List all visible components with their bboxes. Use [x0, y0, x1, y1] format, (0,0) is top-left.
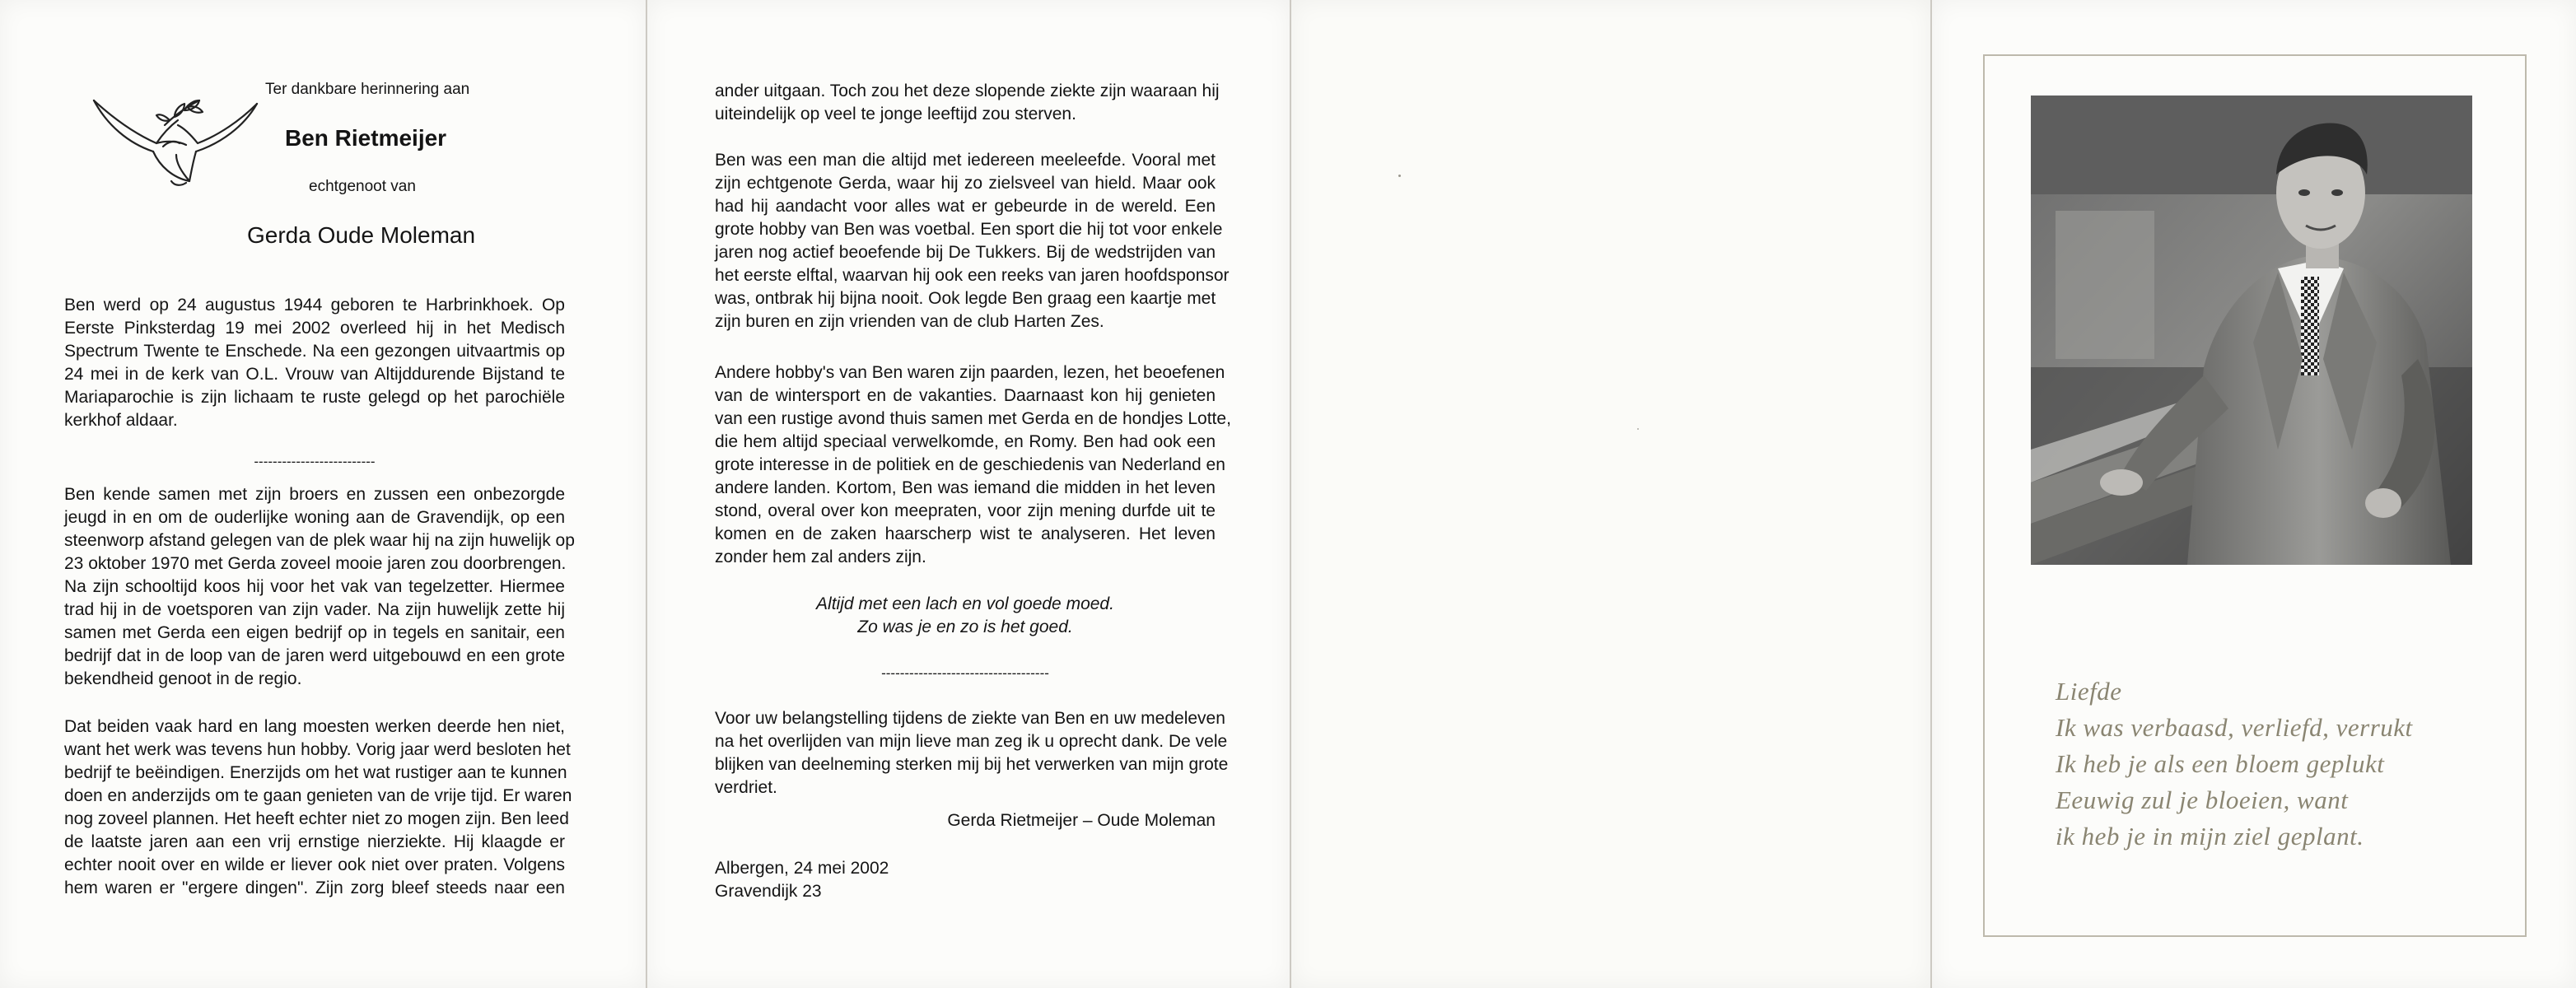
text-line: Ben werd op 24 augustus 1944 geboren te Harbrinkhoek. Op — [64, 296, 565, 315]
text-line: Ben kende samen met zijn broers en zussen een onbezorgde — [64, 485, 565, 504]
place-date: Albergen, 24 mei 2002 — [715, 859, 889, 878]
text-line: steenworp afstand gelegen van de plek waar hij na zijn huwelijk op — [64, 531, 575, 550]
text-line: van de wintersport en de vakanties. Daarnaast kon hij genieten — [715, 386, 1216, 405]
text-line: had hij aandacht voor alles wat er gebeurde in de wereld. Een — [715, 197, 1216, 216]
text-line: verdriet. — [715, 778, 777, 797]
text-line: Na zijn schooltijd koos hij voor het vak van tegelzetter. Hiermee — [64, 577, 565, 596]
poem-line: ik heb je in mijn ziel geplant. — [2056, 822, 2364, 851]
signature: Gerda Rietmeijer – Oude Moleman — [947, 811, 1216, 830]
quote-line: Altijd met een lach en vol goede moed. — [816, 594, 1114, 613]
text-line: bedrijf te beëindigen. Enerzijds om het wat rustiger aan te kunnen — [64, 763, 567, 782]
text-line: Spectrum Twente te Enschede. Na een gezongen uitvaartmis op — [64, 342, 565, 361]
card-panel-left — [0, 0, 646, 988]
text-line: het eerste elftal, waarvan hij ook een reeks van jaren hoofdsponsor — [715, 266, 1230, 285]
deceased-name: Ben Rietmeijer — [285, 125, 447, 151]
portrait-photo — [2031, 96, 2472, 565]
text-line: bekendheid genoot in de regio. — [64, 669, 302, 688]
text-line: hem waren er "ergere dingen". Zijn zorg bleef steeds naar een — [64, 878, 565, 897]
text-line: zijn echtgenote Gerda, waar hij zo zielsveel van hield. Maar ook — [715, 174, 1216, 193]
text-line: want het werk was tevens hun hobby. Vorig jaar werd besloten het — [64, 740, 571, 759]
text-line: was, ontbrak hij bijna nooit. Ook legde Ben graag een kaartje met — [715, 289, 1216, 308]
text-line: andere landen. Kortom, Ben was iemand die midden in het leven — [715, 478, 1216, 497]
text-line: van een rustige avond thuis samen met Gerda en de hondjes Lotte, — [715, 409, 1231, 428]
text-line: die hem altijd speciaal verwelkomde, en Romy. Ben had ook een — [715, 432, 1216, 451]
text-line: jaren nog actief beoefende bij De Tukkers. Bij de wedstrijden van — [715, 243, 1216, 262]
text-line: echter nooit over en wilde er liever ook niet over praten. Volgens — [64, 855, 565, 874]
poem-line: Ik was verbaasd, verliefd, verrukt — [2056, 713, 2413, 742]
speck — [1398, 175, 1401, 177]
spouse-of-text: echtgenoot van — [309, 178, 416, 195]
text-line: na het overlijden van mijn lieve man zeg ik u oprecht dank. De vele — [715, 732, 1228, 751]
text-line: Dat beiden vaak hard en lang moesten werken deerde hen niet, — [64, 717, 565, 736]
divider: -------------------------- — [254, 454, 376, 469]
text-line: zonder hem zal anders zijn. — [715, 548, 926, 566]
text-line: bedrijf dat in de loop van de jaren werd uitgebouwd en een grote — [64, 646, 565, 665]
text-line: Andere hobby's van Ben waren zijn paarden, lezen, het beoefenen — [715, 363, 1225, 382]
text-line: samen met Gerda een eigen bedrijf op in tegels en sanitair, een — [64, 623, 565, 642]
card-panel-middle — [647, 0, 1290, 988]
text-line: 24 mei in de kerk van O.L. Vrouw van Altijddurende Bijstand te — [64, 365, 565, 384]
text-line: blijken van deelneming sterken mij bij het verwerken van mijn grote — [715, 755, 1229, 774]
card-panel-blank — [1291, 0, 1930, 988]
intro-text: Ter dankbare herinnering aan — [265, 81, 470, 98]
spouse-name: Gerda Oude Moleman — [247, 222, 476, 248]
text-line: komen en de zaken haarscherp wist te analyseren. Het leven — [715, 524, 1216, 543]
text-line: nog zoveel plannen. Het heeft echter niet zo mogen zijn. Ben leed — [64, 809, 569, 828]
text-line: Voor uw belangstelling tijdens de ziekte van Ben en uw medeleven — [715, 709, 1225, 728]
text-line: zijn buren en zijn vrienden van de club Harten Zes. — [715, 312, 1104, 331]
dove-icon — [89, 92, 262, 189]
address: Gravendijk 23 — [715, 882, 822, 901]
text-line: doen en anderzijds om te gaan genieten van de vrije tijd. Er waren — [64, 786, 572, 805]
text-line: 23 oktober 1970 met Gerda zoveel mooie jaren zou doorbrengen. — [64, 554, 567, 573]
card-panel-front — [1932, 0, 2576, 988]
text-line: Mariaparochie is zijn lichaam te ruste gelegd op het parochiële — [64, 388, 565, 407]
text-line: de laatste jaren aan een vrij ernstige nierziekte. Hij klaagde er — [64, 832, 565, 851]
text-line: Ben was een man die altijd met iedereen meeleefde. Vooral met — [715, 151, 1216, 170]
divider: ------------------------------------ — [881, 665, 1049, 681]
text-line: jeugd in en om de ouderlijke woning aan de Gravendijk, op een — [64, 508, 565, 527]
speck — [1637, 428, 1639, 430]
text-line: Eerste Pinksterdag 19 mei 2002 overleed hij in het Medisch — [64, 319, 565, 338]
text-line: stond, overal over kon meepraten, voor zijn mening durfde uit te — [715, 501, 1216, 520]
text-line: uiteindelijk op veel te jonge leeftijd zou sterven. — [715, 105, 1076, 124]
quote-line: Zo was je en zo is het goed. — [857, 618, 1073, 636]
text-line: kerkhof aldaar. — [64, 411, 178, 430]
poem-line: Eeuwig zul je bloeien, want — [2056, 785, 2349, 814]
text-line: ander uitgaan. Toch zou het deze slopende ziekte zijn waaraan hij — [715, 82, 1220, 100]
poem-line: Ik heb je als een bloem geplukt — [2056, 749, 2385, 778]
text-line: trad hij in de voetsporen van zijn vader. Na zijn huwelijk zette hij — [64, 600, 565, 619]
text-line: grote hobby van Ben was voetbal. Een sport die hij tot voor enkele — [715, 220, 1223, 239]
poem-title: Liefde — [2056, 677, 2122, 706]
text-line: grote interesse in de politiek en de geschiedenis van Nederland en — [715, 455, 1225, 474]
